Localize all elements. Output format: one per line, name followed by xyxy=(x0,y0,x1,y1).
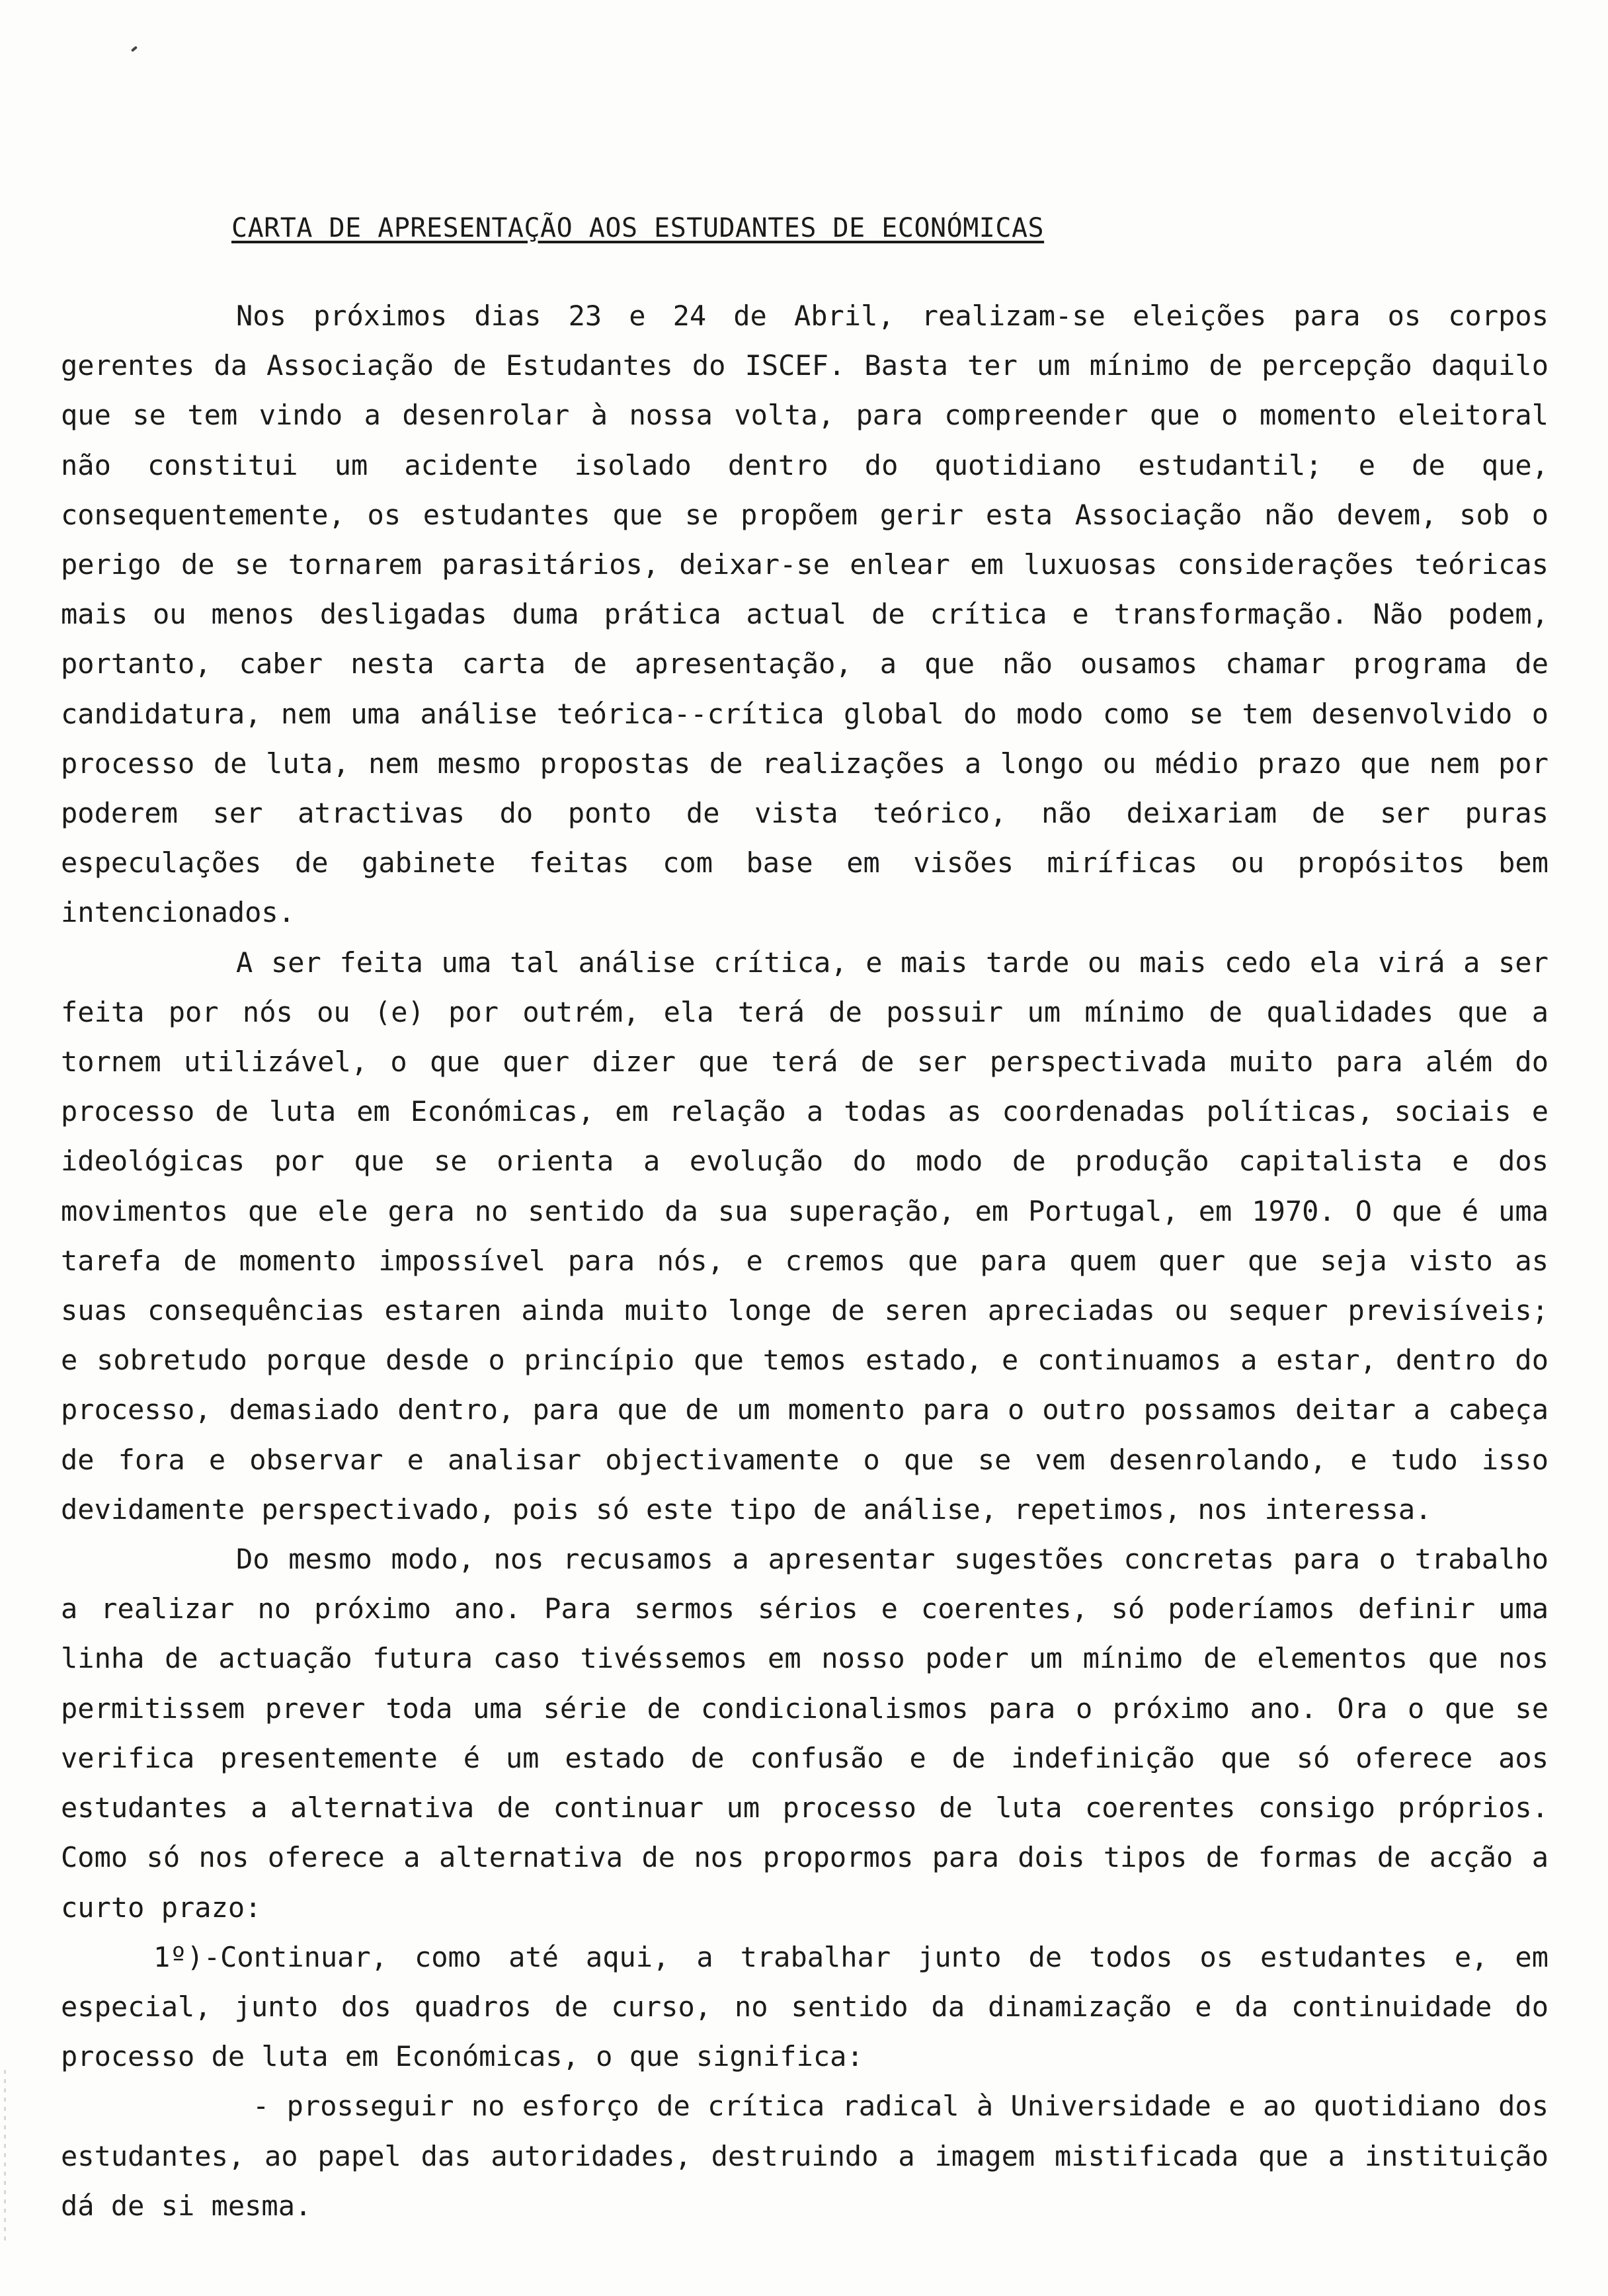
paragraph-3: Do mesmo modo, nos recusamos a apresentar sugestões concretas para o trabalho a realizar no próximo ano. Para sermos sérios e coerentes, só poderíamos definir uma linha de actuação futura caso tivéssemos em nosso poder um mínimo de elementos que nos permitissem prever toda uma série de condicionalismos para o próximo ano. Ora o que se verifica presentemente é um estado de confusão e de indefinição que só oferece aos estudantes a alternativa de continuar um processo de luta coerentes consigo próprios. Como só nos oferece a alternativa de nos propormos para dois tipos de formas de acção a curto prazo: xyxy=(61,1543,1548,1924)
paragraph-1: Nos próximos dias 23 e 24 de Abril, realizam-se eleições para os corpos gerentes da Associação de Estudantes do ISCEF. Basta ter um mínimo de percepção daquilo que se tem vindo a desenrolar à nossa volta, para compreender que o momento eleitoral não constitui um acidente isolado dentro do quotidiano estudantil; e de que, consequentemente, os estudantes que se propõem gerir esta Associação não devem, sob o perigo de se tornarem parasitários, deixar-se enlear em luxuosas considerações teóricas mais ou menos desligadas duma prática actual de crítica e transformação. Não podem, portanto, caber nesta carta de apresentação, a que não ousamos chamar programa de candidatura, nem uma análise teórica--crítica global do modo como se tem desenvolvido o processo de luta, nem mesmo propostas de realizações a longo ou médio prazo que nem por poderem ser atractivas do ponto de vista teórico, não deixariam de ser puras especulações de gabinete feitas com base em visões miríficas ou propósitos bem intencionados. xyxy=(61,300,1548,929)
ink-mark xyxy=(131,46,138,52)
scan-edge-mark xyxy=(4,2070,6,2242)
list-subitem-1: - prosseguir no esforço de crítica radical à Universidade e ao quotidiano dos estudantes, ao papel das autoridades, destruindo a imagem mistificada que a instituição dá de si mesma. xyxy=(61,2090,1548,2222)
document-title: CARTA DE APRESENTAÇÃO AOS ESTUDANTES DE ECONÓMICAS xyxy=(231,213,1045,243)
paragraph-2: A ser feita uma tal análise crítica, e mais tarde ou mais cedo ela virá a ser feita por nós ou (e) por outrém, ela terá de possuir um mínimo de qualidades que a tornem utilizável, o que quer dizer que terá de ser perspectivada muito para além do processo de luta em Económicas, em relação a todas as coordenadas políticas, sociais e ideológicas por que se orienta a evolução do modo de produção capitalista e dos movimentos que ele gera no sentido da sua superação, em Portugal, em 1970. O que é uma tarefa de momento impossível para nós, e cremos que para quem quer que seja visto as suas consequências estaren ainda muito longe de seren apreciadas ou sequer previsíveis; e sobretudo porque desde o princípio que temos estado, e continuamos a estar, dentro do processo, demasiado dentro, para que de um momento para o outro possamos deitar a cabeça de fora e observar e analisar objectivamente o que se vem desenrolando, e tudo isso devidamente perspectivado, pois só este tipo de análise, repetimos, nos interessa. xyxy=(61,946,1548,1526)
list-item-1: 1º)-Continuar, como até aqui, a trabalhar junto de todos os estudantes e, em especial, junto dos quadros de curso, no sentido da dinamização e da continuidade do processo de luta em Económicas, o que significa: xyxy=(61,1940,1548,2073)
document-body xyxy=(61,291,1548,2231)
